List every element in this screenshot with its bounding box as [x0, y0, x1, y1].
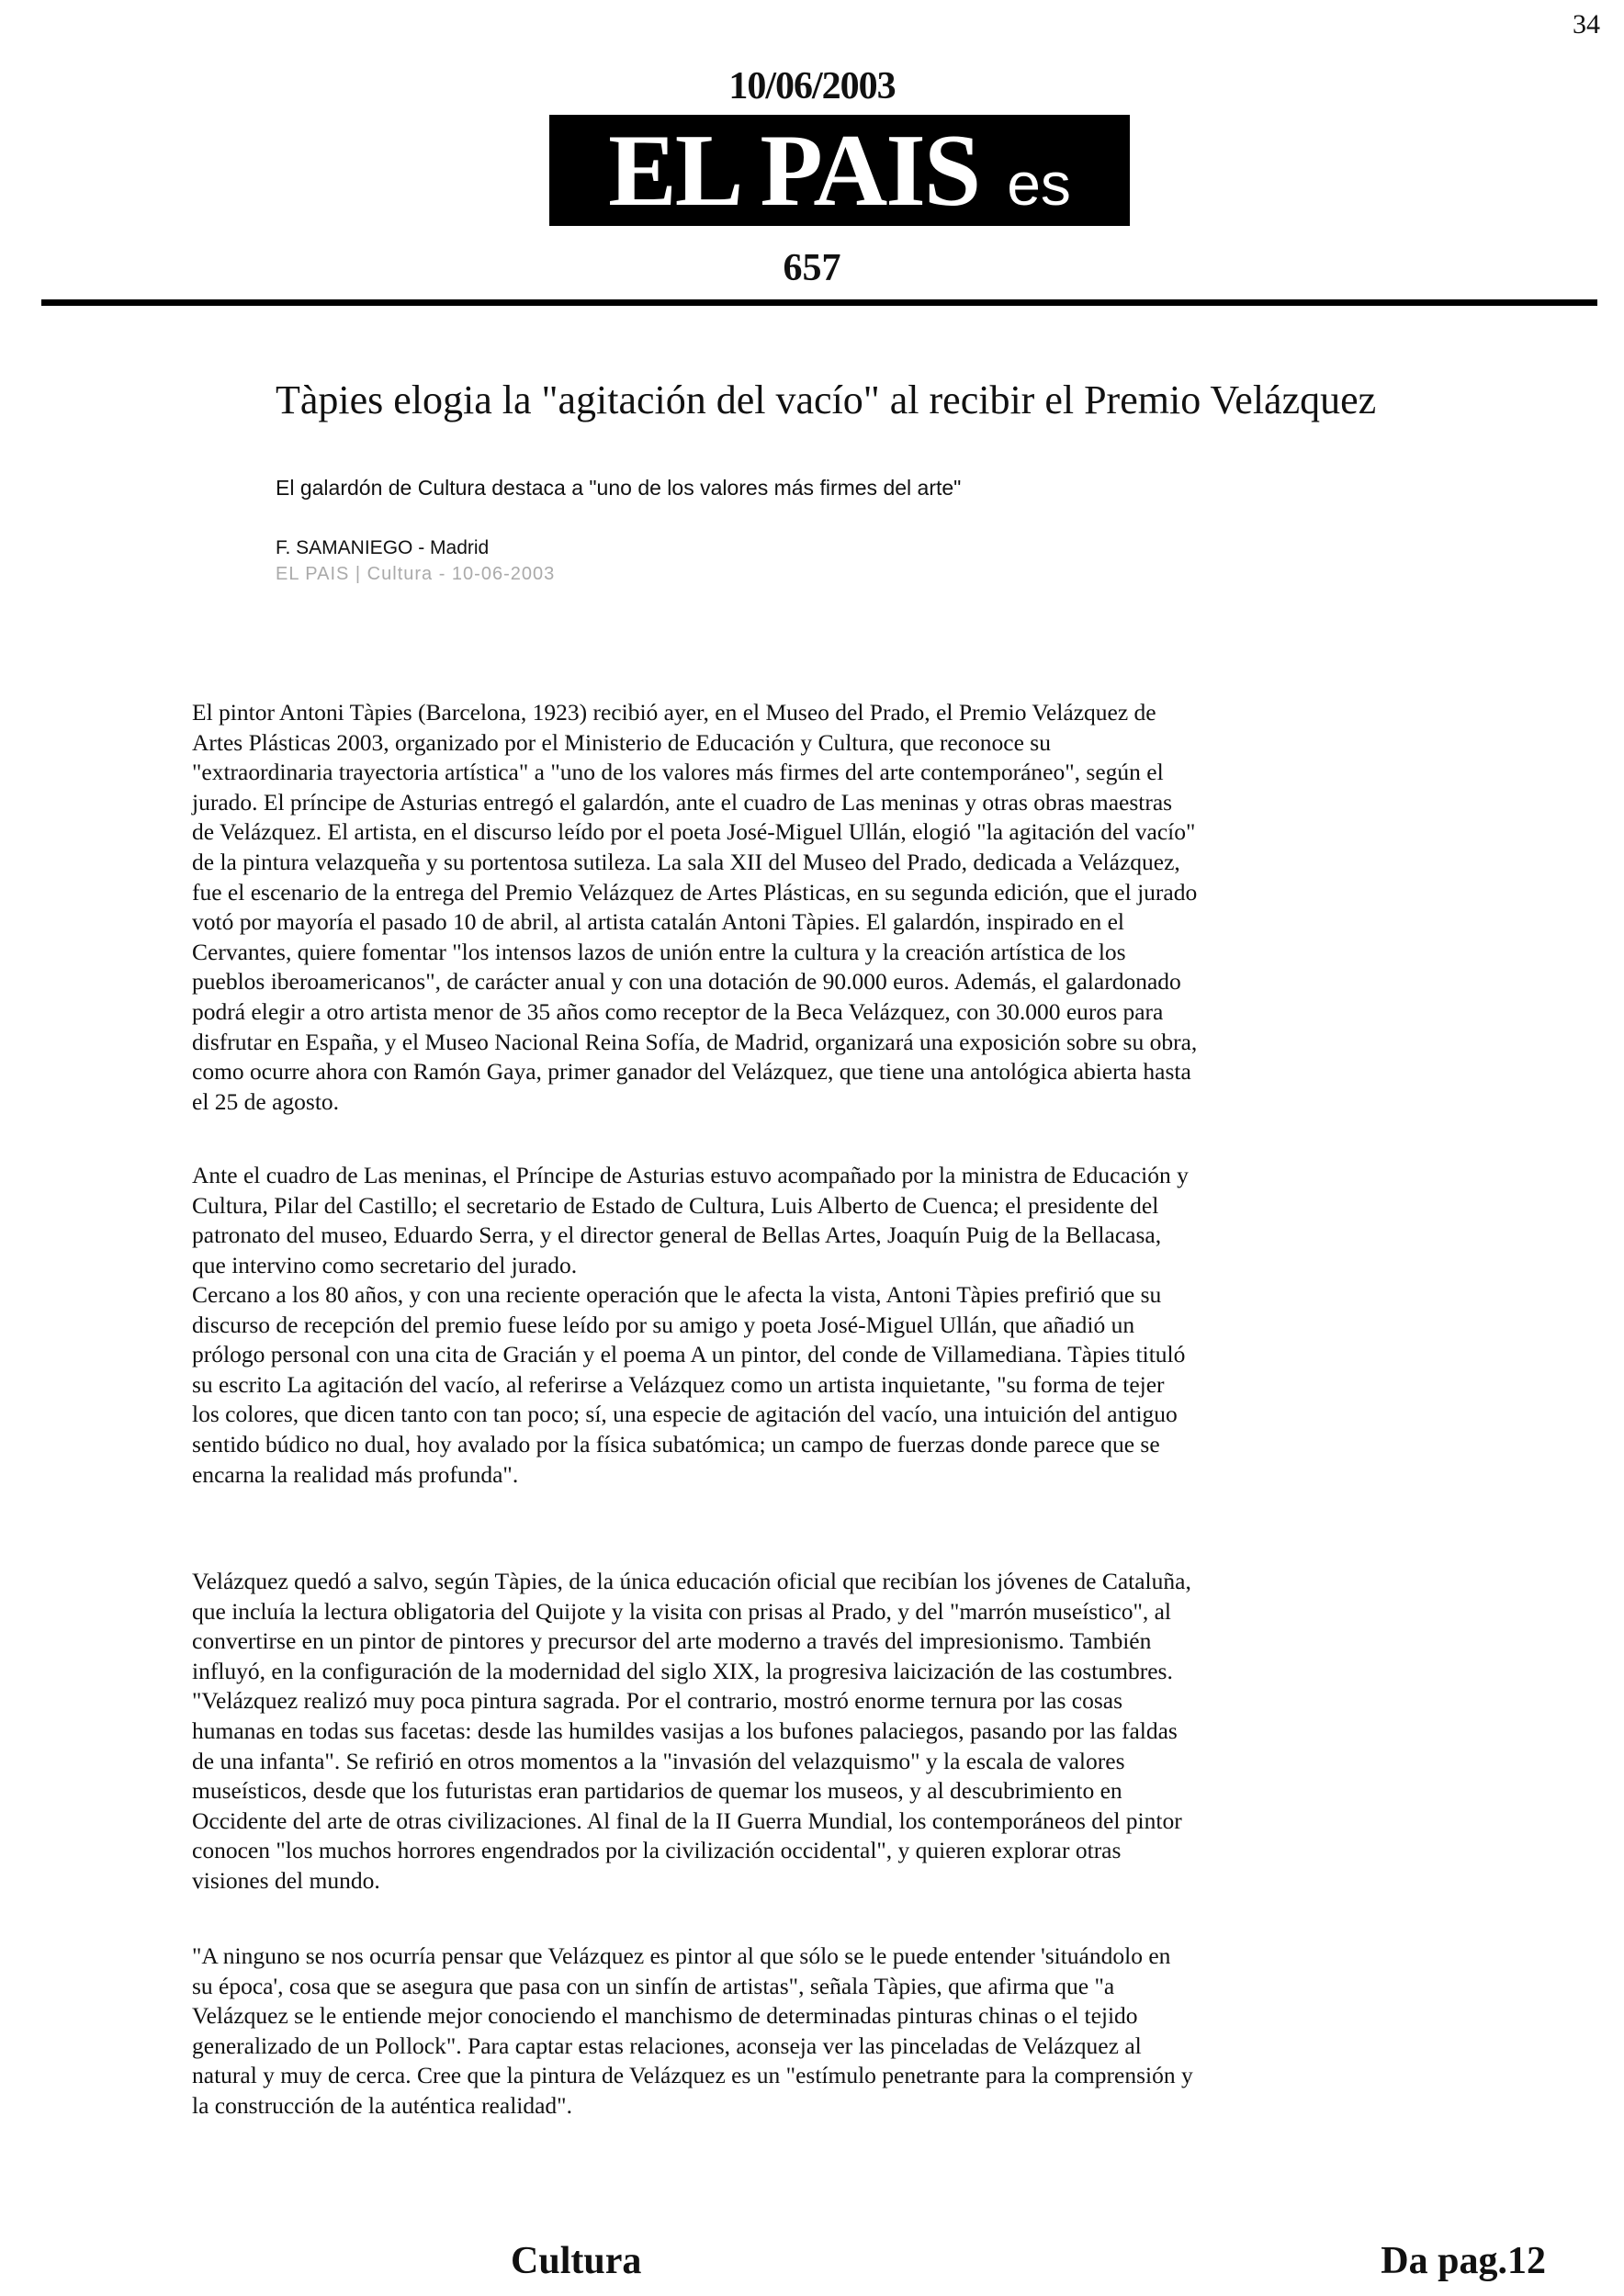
- paragraph-line: Artes Plásticas 2003, organizado por el Ministerio de Educación y Cultura, que reconoce su: [192, 728, 1051, 756]
- paragraph-line: patronato del museo, Eduardo Serra, y el director general de Bellas Artes, Joaquín Puig de la Bellacasa,: [192, 1221, 1162, 1249]
- paragraph-line: disfrutar en España, y el Museo Nacional Reina Sofía, de Madrid, organizará una exposición sobre su obra,: [192, 1028, 1198, 1055]
- paragraph-line: museísticos, desde que los futuristas eran partidarios de quemar los museos, y al descubrimiento en: [192, 1777, 1122, 1805]
- logo-main-text: EL PAIS: [608, 113, 980, 228]
- article-subtitle: El galardón de Cultura destaca a "uno de los valores más firmes del arte": [276, 476, 962, 500]
- paragraph-line: Ante el cuadro de Las meninas, el Príncipe de Asturias estuvo acompañado por la ministra de Educación y: [192, 1162, 1189, 1188]
- paragraph-line: Velázquez se le entiende mejor conociendo el manchismo de determinadas pinturas chinas o el tejido: [192, 2002, 1138, 2030]
- el-pais-logo: [549, 115, 1130, 226]
- article-paragraph-3: [192, 1280, 1185, 1490]
- paragraph-line: Cercano a los 80 años, y con una reciente operación que le afecta la vista, Antoni Tàpies prefirió que su: [192, 1281, 1162, 1308]
- paragraph-line: de Velázquez. El artista, en el discurso leído por el poeta José-Miguel Ullán, elogió "la agitación del vacío": [192, 818, 1196, 846]
- paragraph-line: sentido búdico no dual, hoy avalado por la física subatómica; un campo de fuerzas donde parece que se: [192, 1430, 1160, 1458]
- logo-suffix-text: es: [1007, 149, 1071, 218]
- paragraph-line: Cervantes, quiere fomentar "los intensos lazos de unión entre la cultura y la creación artística de los: [192, 938, 1126, 965]
- paragraph-line: convertirse en un pintor de pintores y precursor del arte moderno a través del impresionismo. También: [192, 1627, 1152, 1655]
- paragraph-line: "Velázquez realizó muy poca pintura sagrada. Por el contrario, mostró enorme ternura por las cosas: [192, 1687, 1123, 1715]
- paragraph-line: humanas en todas sus facetas: desde las humildes vasijas a los bufones palaciegos, pasando por las faldas: [192, 1716, 1178, 1744]
- clipping-number: 657: [783, 247, 841, 289]
- article-headline: Tàpies elogia la "agitación del vacío" al recibir el Premio Velázquez: [276, 377, 1377, 422]
- article-byline: F. SAMANIEGO - Madrid: [276, 537, 490, 558]
- paragraph-line: que intervino como secretario del jurado.: [192, 1251, 578, 1278]
- paragraph-line: encarna la realidad más profunda".: [192, 1460, 519, 1488]
- footer-page-reference: Da pag.12: [1381, 2240, 1546, 2282]
- article-paragraph-4: [192, 1567, 1191, 1896]
- paragraph-line: que incluía la lectura obligatoria del Quijote y la visita con prisas al Prado, y del "marrón museístico", al: [192, 1597, 1172, 1625]
- article-paragraph-2: [192, 1161, 1189, 1280]
- page-number: 34: [1573, 9, 1600, 39]
- paragraph-line: discurso de recepción del premio fuese leído por su amigo y poeta José-Miguel Ullán, que añadió un: [192, 1311, 1135, 1338]
- article-source: EL PAIS | Cultura - 10-06-2003: [276, 564, 556, 584]
- paragraph-line: jurado. El príncipe de Asturias entregó el galardón, ante el cuadro de Las meninas y otras obras maestras: [192, 788, 1173, 816]
- paragraph-line: natural y muy de cerca. Cree que la pintura de Velázquez es un "estímulo penetrante para la comprensión y: [192, 2062, 1193, 2089]
- paragraph-line: prólogo personal con una cita de Gracián y el poema A un pintor, del conde de Villamediana. Tàpies tituló: [192, 1341, 1186, 1368]
- article-paragraph-5: [192, 1941, 1193, 2122]
- article-paragraph-1: [192, 698, 1197, 1117]
- paragraph-line: pueblos iberoamericanos", de carácter anual y con una dotación de 90.000 euros. Además, el galardonado: [192, 968, 1181, 996]
- header-divider: [41, 299, 1597, 306]
- paragraph-line: El pintor Antoni Tàpies (Barcelona, 1923) recibió ayer, en el Museo del Prado, el Premio Velázquez de: [192, 699, 1156, 726]
- paragraph-line: de una infanta". Se refirió en otros momentos a la "invasión del velazquismo" y la escala de valores: [192, 1747, 1125, 1774]
- paragraph-line: fue el escenario de la entrega del Premio Velázquez de Artes Plásticas, en su segunda edición, que el jurado: [192, 878, 1198, 906]
- publication-date: 10/06/2003: [728, 65, 896, 107]
- paragraph-line: "A ninguno se nos ocurría pensar que Velázquez es pintor al que sólo se le puede entender 'situándolo en: [192, 1942, 1171, 1969]
- paragraph-line: "extraordinaria trayectoria artística" a "uno de los valores más firmes del arte contemporáneo", según el: [192, 759, 1164, 786]
- footer-section: Cultura: [511, 2240, 642, 2282]
- paragraph-line: conocen "los muchos horrores engendrados por la civilización occidental", y quieren explorar otras: [192, 1837, 1122, 1864]
- paragraph-line: su escrito La agitación del vacío, al referirse a Velázquez como un artista inquietante, "su forma de tejer: [192, 1370, 1165, 1398]
- paragraph-line: la construcción de la auténtica realidad".: [192, 2091, 572, 2119]
- paragraph-line: Velázquez quedó a salvo, según Tàpies, de la única educación oficial que recibían los jóvenes de Cataluña,: [192, 1568, 1191, 1594]
- paragraph-line: Cultura, Pilar del Castillo; el secretario de Estado de Cultura, Luis Alberto de Cuenca; el presidente del: [192, 1191, 1159, 1219]
- paragraph-line: votó por mayoría el pasado 10 de abril, al artista catalán Antoni Tàpies. El galardón, inspirado en el: [192, 908, 1124, 936]
- paragraph-line: como ocurre ahora con Ramón Gaya, primer ganador del Velázquez, que tiene una antológica abierta hasta: [192, 1058, 1191, 1086]
- paragraph-line: Occidente del arte de otras civilizaciones. Al final de la II Guerra Mundial, los contemporáneos del pintor: [192, 1806, 1182, 1834]
- paragraph-line: influyó, en la configuración de la modernidad del siglo XIX, la progresiva laicización de las costumbres.: [192, 1657, 1173, 1684]
- paragraph-line: visiones del mundo.: [192, 1866, 380, 1894]
- paragraph-line: podrá elegir a otro artista menor de 35 años como receptor de la Beca Velázquez, con 30.000 euros para: [192, 997, 1164, 1025]
- paragraph-line: su época', cosa que se asegura que pasa con un sinfín de artistas", señala Tàpies, que afirma que "a: [192, 1972, 1115, 1999]
- paragraph-line: el 25 de agosto.: [192, 1087, 340, 1115]
- paragraph-line: los colores, que dicen tanto con tan poco; sí, una especie de agitación del vacío, una intuición del antiguo: [192, 1401, 1178, 1428]
- paragraph-line: de la pintura velazqueña y su portentosa sutileza. La sala XII del Museo del Prado, dedicada a Velázquez,: [192, 848, 1180, 875]
- paragraph-line: generalizado de un Pollock". Para captar estas relaciones, aconseja ver las pinceladas de Velázquez al: [192, 2032, 1142, 2059]
